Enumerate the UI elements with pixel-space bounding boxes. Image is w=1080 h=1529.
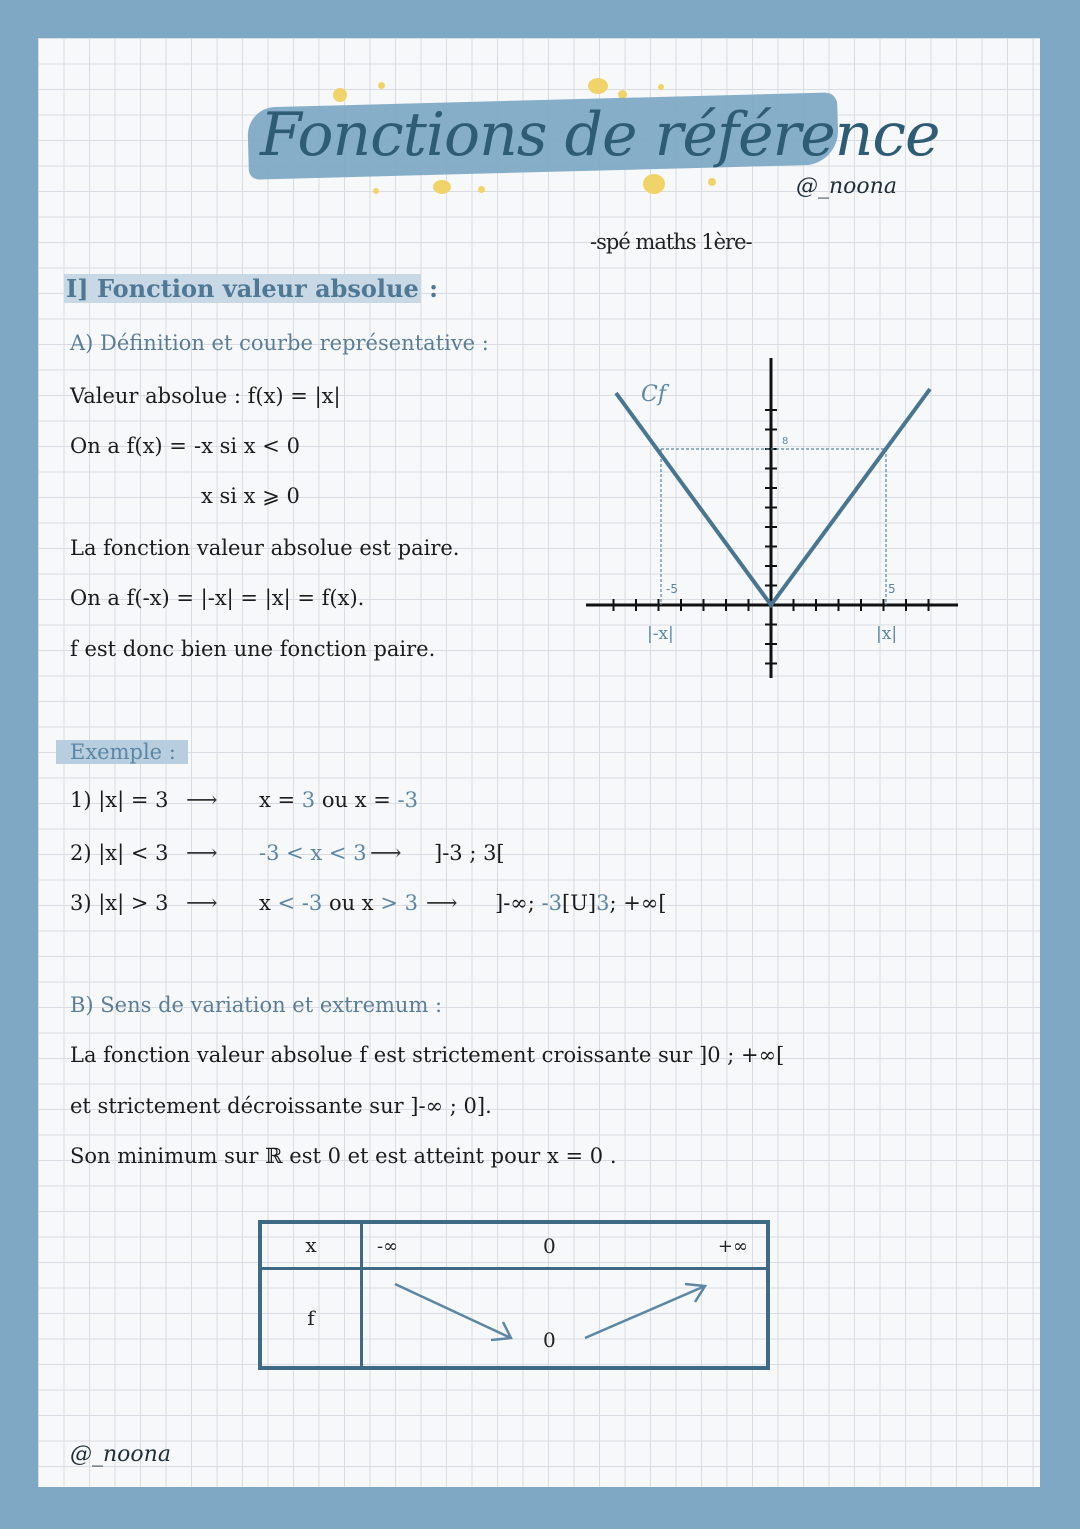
section-1-title-text: I] Fonction valeur absolue	[66, 274, 419, 303]
table-x-values	[362, 1222, 769, 1268]
example-3-result	[259, 891, 418, 915]
ex1-r4: -3	[397, 788, 418, 812]
example-2-interval: ]-3 ; 3[	[434, 841, 505, 865]
example-3-equation: 3) |x| > 3	[70, 891, 169, 915]
parity-proof: On a f(-x) = |-x| = |x| = f(x).	[70, 586, 365, 610]
x-neg-mark-label: -5	[666, 582, 678, 596]
ex1-r3: ou x =	[315, 788, 398, 812]
table-x-header: x	[260, 1222, 362, 1268]
example-label: Exemple :	[56, 740, 188, 764]
piecewise-case-negative: -x si x < 0	[194, 434, 300, 458]
section-1-title-colon: :	[420, 274, 438, 303]
neg-x-label: |-x|	[647, 624, 674, 644]
example-3-arrow-2: ⟶	[426, 891, 456, 916]
variation-arrows	[363, 1270, 773, 1370]
absolute-value-graph	[586, 353, 966, 683]
decreasing-arrow	[395, 1284, 511, 1338]
author-handle-top: @_noona	[796, 174, 897, 199]
increasing-statement: La fonction valeur absolue f est strictement croissante sur ]0 ; +∞[	[70, 1043, 785, 1067]
parity-statement: La fonction valeur absolue est paire.	[70, 536, 460, 560]
section-1-title	[64, 274, 438, 303]
example-1-result	[259, 788, 418, 812]
example-2-result: -3 < x < 3	[259, 841, 367, 865]
f-min-value: 0	[543, 1327, 556, 1352]
example-1-arrow: ⟶	[186, 788, 216, 813]
ex3-r3: ou x	[322, 891, 381, 915]
subtitle: -spé maths 1ère-	[590, 230, 752, 254]
ex1-r2: 3	[301, 788, 316, 812]
table-f-variations	[362, 1268, 769, 1368]
increasing-arrow	[585, 1286, 705, 1338]
y-mark-label: 8	[782, 436, 789, 447]
curve-label: Cf	[641, 382, 666, 407]
ex3-r2: < -3	[277, 891, 323, 915]
example-3-arrow: ⟶	[186, 891, 216, 916]
page-title: Fonctions de référence	[260, 100, 940, 170]
ex3-r1: x	[259, 891, 278, 915]
pos-x-label: |x|	[876, 624, 898, 644]
x-value-neg-inf: -∞	[377, 1236, 399, 1257]
ex3-r4: > 3	[380, 891, 418, 915]
minimum-statement: Son minimum sur ℝ est 0 et est atteint pour x = 0 .	[70, 1144, 617, 1168]
x-value-zero: 0	[543, 1234, 556, 1258]
ex3-s3: [U]	[562, 891, 597, 915]
title-banner	[238, 78, 940, 198]
ex3-s1: ]-∞;	[495, 891, 542, 915]
decreasing-statement: et strictement décroissante sur ]-∞ ; 0].	[70, 1094, 492, 1118]
x-value-pos-inf: +∞	[717, 1236, 748, 1257]
example-2-arrow-2: ⟶	[370, 841, 400, 866]
example-1-equation: 1) |x| = 3	[70, 788, 169, 812]
definition-line: Valeur absolue : f(x) = |x|	[70, 384, 341, 408]
table-f-header: f	[260, 1268, 362, 1368]
ex3-s5: ; +∞[	[609, 891, 667, 915]
x-pos-mark-label: 5	[888, 582, 896, 596]
example-3-interval	[495, 891, 667, 915]
author-handle-bottom: @_noona	[70, 1442, 171, 1467]
ex3-s2: -3	[541, 891, 563, 915]
example-2-arrow: ⟶	[186, 841, 216, 866]
subsection-b-title: B) Sens de variation et extremum :	[70, 993, 443, 1017]
example-2-equation: 2) |x| < 3	[70, 841, 169, 865]
piecewise-prefix: On a f(x) =	[70, 434, 187, 458]
parity-conclusion: f est donc bien une fonction paire.	[70, 637, 436, 661]
curve-cf	[616, 389, 930, 605]
piecewise-case-positive: x si x ⩾ 0	[201, 484, 300, 508]
subsection-a-title: A) Définition et courbe représentative :	[70, 331, 489, 355]
ex3-s4: 3	[596, 891, 610, 915]
ex1-r1: x =	[259, 788, 302, 812]
variation-table	[258, 1220, 770, 1370]
note-page	[38, 38, 1040, 1487]
